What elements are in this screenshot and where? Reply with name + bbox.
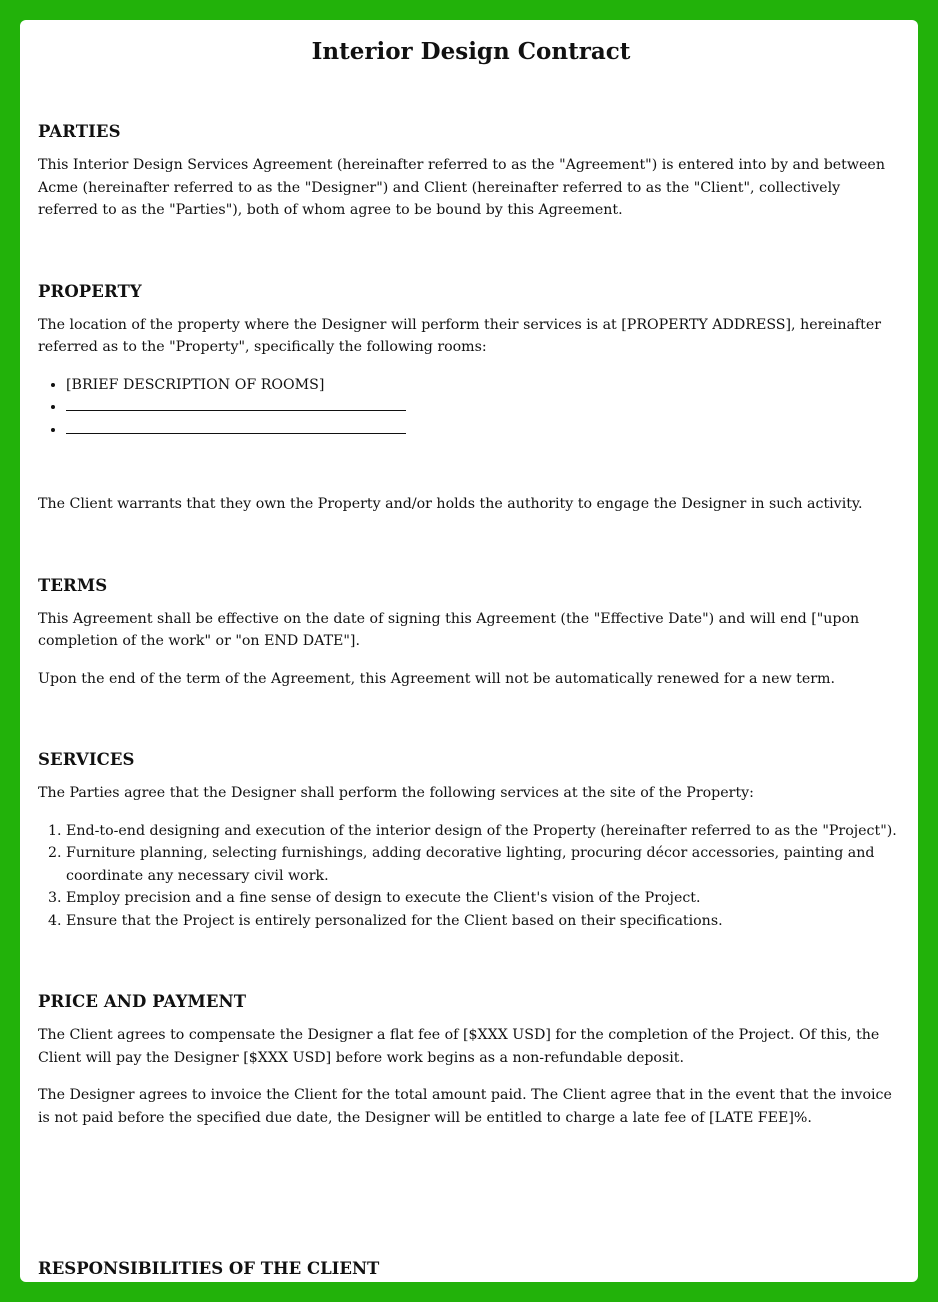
list-item	[66, 396, 904, 419]
document-page	[20, 20, 918, 1282]
terms-paragraph-1: This Agreement shall be effective on the date of signing this Agreement (the "Effective Date") and will end ["upon completion of the work" or "on END DATE"].	[38, 610, 860, 649]
section-heading-responsibilities: RESPONSIBILITIES OF THE CLIENT	[38, 1259, 380, 1278]
section-heading-terms: TERMS	[38, 575, 108, 595]
blank-line	[66, 397, 406, 411]
blank-line	[66, 420, 406, 434]
list-item	[66, 419, 904, 442]
services-list	[38, 820, 904, 933]
page-title: Interior Design Contract	[311, 38, 631, 65]
section-heading-parties: PARTIES	[38, 122, 121, 141]
price-paragraph-1: The Client agrees to compensate the Designer a flat fee of [$XXX USD] for the completion of the Project. Of this, the Client will pay the Designer [$XXX USD] before work begins as a non-refundable deposit.	[38, 1027, 880, 1066]
property-warranty-paragraph: The Client warrants that they own the Property and/or holds the authority to engage the Designer in such activity.	[38, 496, 863, 512]
list-item: 3. Employ precision and a fine sense of design to execute the Client's vision of the Project.	[66, 887, 904, 910]
section-heading-services: SERVICES	[38, 750, 135, 769]
terms-paragraph-2: Upon the end of the term of the Agreement, this Agreement will not be automatically renewed for a new term.	[38, 670, 835, 687]
list-item: 2. Furniture planning, selecting furnishings, adding decorative lighting, procuring décor accessories, painting and coordinate any necessary civil work.	[66, 842, 904, 887]
services-paragraph: The Parties agree that the Designer shall perform the following services at the site of the Property:	[38, 785, 754, 801]
rooms-list	[38, 374, 904, 442]
list-item: 4. Ensure that the Project is entirely personalized for the Client based on their specifications.	[66, 910, 904, 933]
property-paragraph: The location of the property where the Designer will perform their services is at [PROPERTY ADDRESS], hereinafter referred as to the "Property", specifically the following rooms:	[38, 316, 882, 355]
price-paragraph-2: The Designer agrees to invoice the Client for the total amount paid. The Client agree that in the event that the invoice is not paid before the specified due date, the Designer will be entitled to charge a late fee of [LATE FEE]%.	[38, 1087, 892, 1126]
section-heading-property: PROPERTY	[38, 281, 142, 301]
list-item	[66, 374, 904, 397]
list-item: 1. End-to-end designing and execution of the interior design of the Property (hereinafter referred to as the "Project").	[66, 820, 904, 843]
parties-paragraph: This Interior Design Services Agreement (hereinafter referred to as the "Agreement") is entered into by and between Acme (hereinafter referred to as the "Designer") and Client (hereinafter referred to as the "Client", collectively referred to as the "Parties"), both of whom agree to be bound by this Agreement.	[38, 157, 885, 218]
room-description: [BRIEF DESCRIPTION OF ROOMS]	[66, 376, 325, 393]
section-heading-price: PRICE AND PAYMENT	[38, 992, 247, 1011]
